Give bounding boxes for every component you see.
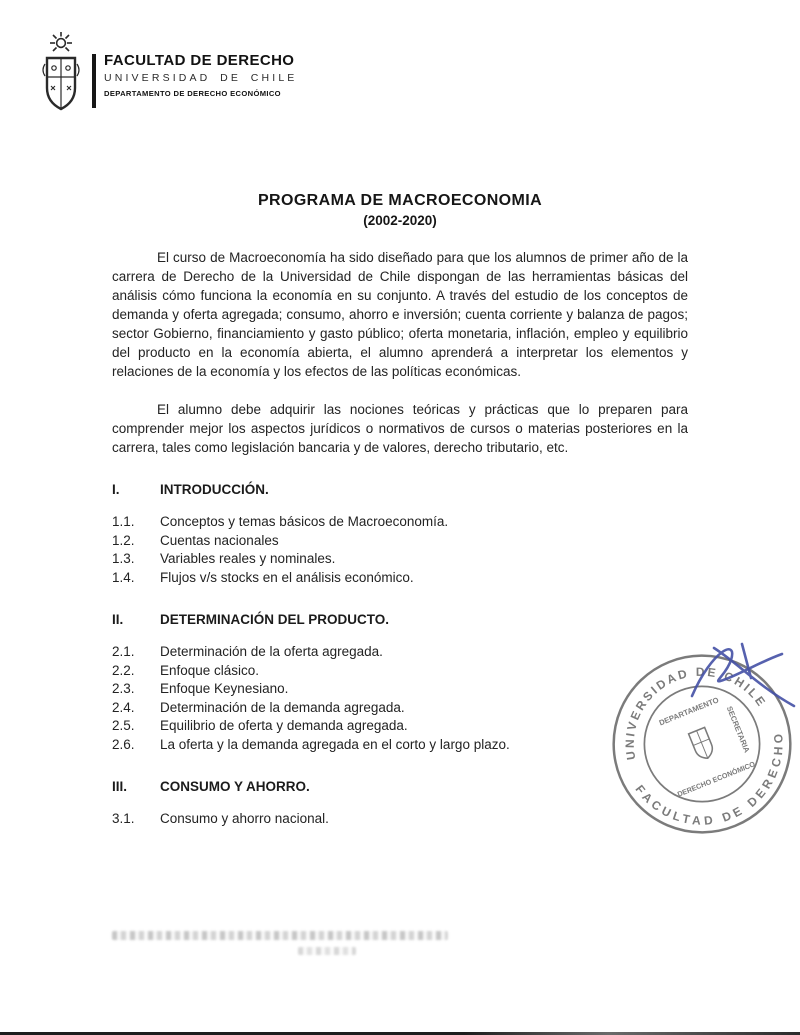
section-heading: CONSUMO Y AHORRO. [160,779,310,794]
outline-item-number: 1.4. [112,569,135,585]
paragraph: El curso de Macroeconomía ha sido diseñado para que los alumnos de primer año de la carrera de Derecho de la Universidad de Chile dispongan de las herramientas básicas del análisis cómo funciona la economía en su conjunto. A través del estudio de los conceptos de demanda y oferta agregada; consumo, ahorro e inversión; cuenta corriente y balanza de pagos; sector Gobierno, financiamiento y gasto público; oferta monetaria, inflación, empleo y equilibrio del producto en la economía abierta, el alumno aprenderá a interpretar los elementos y relaciones de la economía y los efectos de las políticas económicas. [112,250,688,379]
outline-item-text: Determinación de la oferta agregada. [160,644,383,659]
outline-item-text: Variables reales y nominales. [160,551,336,566]
outline-item-text: Equilibrio de oferta y demanda agregada. [160,718,408,733]
outline-item-text: Determinación de la demanda agregada. [160,699,405,715]
section-heading-row [112,612,688,627]
outline-item [112,717,688,736]
outline-item-text: Conceptos y temas básicos de Macroeconomía. [160,514,449,529]
outline-item [112,550,688,569]
section-heading: DETERMINACIÓN DEL PRODUCTO. [160,612,390,627]
section-item-list [112,513,688,587]
shield-icon [43,58,79,109]
outline-item [112,810,688,829]
outline-item-text: Flujos v/s stocks en el análisis económico. [160,569,414,585]
outline-item-number: 1.1. [112,514,135,529]
letterhead-divider [92,54,96,108]
faded-footer-text [112,931,448,940]
outline-item [112,662,688,681]
outline-item-text: Consumo y ahorro nacional. [160,811,329,826]
outline-item-text: Enfoque clásico. [160,662,260,678]
section-introduccion [112,482,688,587]
document-body [112,192,688,829]
stamp-center-bottom-text: DERECHO ECONÓMICO [675,759,757,799]
stamp-center-top-text: DEPARTAMENTO [657,695,720,728]
outline-item [112,736,688,755]
letterhead-faculty-name: FACULTAD DE DERECHO [104,52,295,69]
document-title: PROGRAMA DE MACROECONOMIA [257,192,543,209]
letterhead-university-name: UNIVERSIDAD DE CHILE [104,72,298,84]
outline-item-text: Enfoque Keynesiano. [160,681,289,696]
outline-item-number: 1.3. [112,551,135,566]
letterhead-department-name: DEPARTAMENTO DE DERECHO ECONÓMICO [104,89,281,98]
outline-item-text: La oferta y la demanda agregada en el corto y largo plazo. [160,736,510,752]
section-heading-row [112,482,688,497]
outline-item-number: 2.4. [112,699,135,715]
section-item-list [112,643,688,754]
outline-item-number: 2.6. [112,736,135,752]
outline-item-number: 1.2. [112,532,135,548]
section-heading-row [112,779,688,794]
title-block [112,192,688,228]
outline-item [112,643,688,662]
outline-item [112,532,688,551]
outline-item [112,569,688,588]
outline-item-number: 2.3. [112,681,135,696]
section-numeral: I. [112,482,120,497]
section-determinacion-del-producto [112,612,688,754]
section-consumo-y-ahorro [112,779,688,829]
section-numeral: III. [112,779,128,794]
section-numeral: II. [112,612,124,627]
outline-item [112,680,688,699]
stamp-ring-top-text: UNIVERSIDAD DE CHILE [622,664,770,761]
outline-item-number: 2.1. [112,644,135,659]
outline-item-text: Cuentas nacionales [160,532,279,548]
outline-item-number: 2.5. [112,718,135,733]
paragraph: El alumno debe adquirir las nociones teóricas y prácticas que lo preparen para comprender mejor los aspectos jurídicos o normativos de cursos o materias posteriores en la carrera, tales como legislación bancaria y de valores, derecho tributario, etc. [112,402,688,455]
pen-signature [684,634,800,724]
outline-item-number: 3.1. [112,811,135,826]
faded-footer-text [298,947,356,955]
letterhead [36,30,297,114]
document-subtitle: (2002-2020) [363,213,437,228]
sun-rays-icon [50,32,72,51]
stamp-center-shield-icon [689,727,716,761]
university-of-chile-emblem-logo [36,30,86,114]
section-heading: INTRODUCCIÓN. [160,482,269,497]
stamp-center-right-text: SECRETARIA [724,704,752,754]
section-item-list [112,810,688,829]
outline-item [112,513,688,532]
letterhead-text [104,52,297,98]
intro-paragraphs [112,248,688,457]
outline-item [112,699,688,718]
outline-item-number: 2.2. [112,662,135,678]
stamp-ring-bottom-text: FACULTAD DE DERECHO [632,729,786,828]
